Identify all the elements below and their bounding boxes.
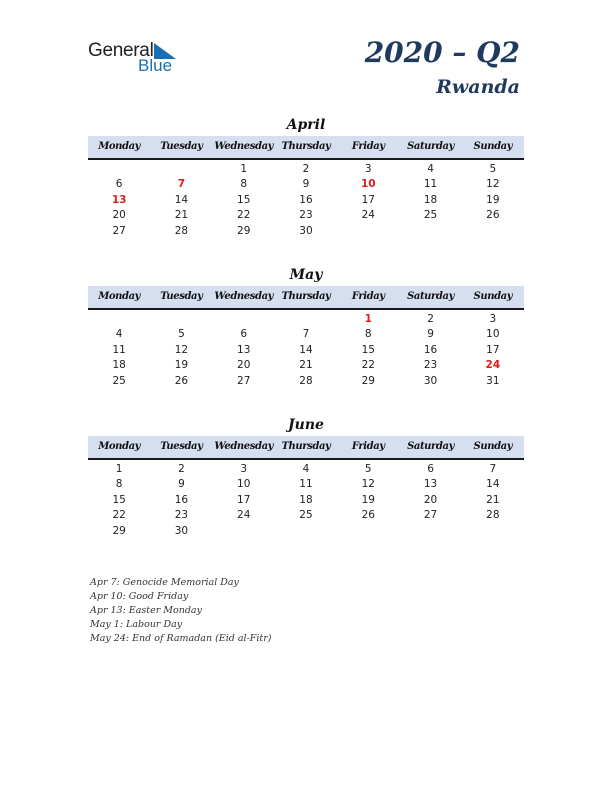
weekday-header: Monday <box>98 291 141 302</box>
day-cell: 8 <box>364 328 372 341</box>
day-cell: 23 <box>174 509 189 522</box>
day-cell: 13 <box>423 478 438 491</box>
empty-day-cell <box>88 312 150 327</box>
day-cell: 5 <box>178 328 185 341</box>
day-cell: 9 <box>302 178 310 191</box>
weekday-header: Tuesday <box>160 141 203 152</box>
empty-day-cell <box>337 224 399 239</box>
day-cell: 9 <box>427 328 434 341</box>
day-cell: 29 <box>361 374 375 387</box>
day-cell: 22 <box>112 509 126 522</box>
day-cell: 8 <box>115 478 123 491</box>
day-cell: 12 <box>486 178 500 191</box>
day-cell: 7 <box>177 178 186 191</box>
empty-day-cell <box>150 312 212 327</box>
day-cell: 25 <box>299 509 313 522</box>
day-cell: 17 <box>237 493 251 506</box>
day-cell: 14 <box>486 478 500 491</box>
day-cell: 29 <box>112 524 126 537</box>
day-cell: 19 <box>361 493 375 506</box>
weekday-header: Friday <box>351 141 385 152</box>
day-cell: 3 <box>364 163 372 175</box>
month-title: June <box>288 417 324 433</box>
day-cell: 19 <box>486 193 500 206</box>
day-cell: 18 <box>423 193 438 206</box>
empty-day-cell <box>399 224 461 239</box>
day-cell: 15 <box>112 493 126 506</box>
weekday-header: Friday <box>351 291 385 302</box>
empty-day-cell <box>150 162 212 177</box>
weekday-header: Wednesday <box>214 141 274 152</box>
day-cell: 30 <box>299 224 313 237</box>
weekday-header: Saturday <box>407 441 455 452</box>
day-cell: 21 <box>299 359 313 372</box>
empty-day-cell <box>275 524 337 539</box>
weekday-header: Tuesday <box>160 291 203 302</box>
day-cell: 2 <box>302 163 310 175</box>
day-cell: 19 <box>174 359 189 372</box>
day-cell: 27 <box>423 509 438 522</box>
weekday-header: Wednesday <box>214 441 274 452</box>
weekday-header: Saturday <box>407 141 455 152</box>
day-cell: 3 <box>489 313 497 325</box>
empty-day-cell <box>399 524 461 539</box>
day-cell: 30 <box>423 374 438 387</box>
weekday-header: Friday <box>351 441 385 452</box>
day-grid <box>88 310 524 389</box>
day-cell: 16 <box>299 193 313 206</box>
day-cell: 25 <box>423 209 438 222</box>
day-cell: 27 <box>237 374 251 387</box>
empty-day-cell <box>337 524 399 539</box>
month-title: April <box>286 117 326 133</box>
day-cell: 7 <box>302 328 310 341</box>
holiday-notes <box>90 576 510 646</box>
day-cell: 26 <box>361 509 375 522</box>
month-calendar-may <box>88 266 524 389</box>
brand-logo <box>88 40 188 76</box>
holiday-note: May 24: End of Ramadan (Eid al-Fitr) <box>90 633 272 644</box>
weekday-header-row <box>88 286 524 310</box>
day-cell: 10 <box>486 328 500 341</box>
day-cell: 17 <box>486 343 500 356</box>
empty-day-cell <box>88 162 150 177</box>
day-cell: 27 <box>112 224 126 237</box>
day-cell: 15 <box>237 193 251 206</box>
weekday-header: Saturday <box>407 291 455 302</box>
day-cell: 13 <box>111 193 127 206</box>
day-cell: 13 <box>237 343 251 356</box>
logo-text-blue: Blue <box>138 56 173 75</box>
day-cell: 1 <box>240 163 248 175</box>
weekday-header: Thursday <box>281 441 331 452</box>
day-cell: 7 <box>489 463 497 475</box>
day-cell: 28 <box>486 509 500 522</box>
day-cell: 11 <box>299 478 313 491</box>
day-grid <box>88 160 524 239</box>
day-cell: 18 <box>112 359 126 372</box>
weekday-header-row <box>88 136 524 160</box>
day-cell: 28 <box>174 224 189 237</box>
weekday-header-row <box>88 436 524 460</box>
day-cell: 4 <box>115 328 123 341</box>
empty-day-cell <box>213 312 275 327</box>
day-cell: 4 <box>427 163 434 175</box>
day-cell: 20 <box>423 493 438 506</box>
weekday-header: Sunday <box>473 141 513 152</box>
weekday-header: Monday <box>98 441 141 452</box>
day-cell: 12 <box>361 478 375 491</box>
holiday-note: May 1: Labour Day <box>90 619 183 630</box>
day-grid <box>88 460 524 539</box>
day-cell: 26 <box>486 209 500 222</box>
day-cell: 6 <box>240 328 248 341</box>
day-cell: 21 <box>174 209 189 222</box>
day-cell: 23 <box>299 209 313 222</box>
day-cell: 22 <box>237 209 251 222</box>
day-cell: 24 <box>485 359 501 372</box>
day-cell: 11 <box>423 178 438 191</box>
day-cell: 14 <box>174 193 189 206</box>
day-cell: 16 <box>174 493 189 506</box>
day-cell: 24 <box>237 509 251 522</box>
day-cell: 22 <box>361 359 375 372</box>
weekday-header: Monday <box>98 141 141 152</box>
day-cell: 18 <box>299 493 313 506</box>
day-cell: 4 <box>302 463 310 475</box>
weekday-header: Tuesday <box>160 441 203 452</box>
weekday-header: Thursday <box>281 291 331 302</box>
day-cell: 9 <box>178 478 185 491</box>
day-cell: 1 <box>364 313 372 325</box>
month-calendar-april <box>88 116 524 239</box>
day-cell: 12 <box>174 343 189 356</box>
document-country: Rwanda <box>436 76 520 98</box>
empty-day-cell <box>213 524 275 539</box>
day-cell: 30 <box>174 524 189 537</box>
weekday-header: Sunday <box>473 441 513 452</box>
weekday-header: Wednesday <box>214 291 274 302</box>
empty-day-cell <box>462 524 524 539</box>
day-cell: 10 <box>360 178 376 191</box>
day-cell: 8 <box>240 178 248 191</box>
holiday-note: Apr 7: Genocide Memorial Day <box>90 577 239 588</box>
day-cell: 14 <box>299 343 313 356</box>
holiday-note: Apr 13: Easter Monday <box>90 605 202 616</box>
day-cell: 6 <box>427 463 434 475</box>
weekday-header: Sunday <box>473 291 513 302</box>
day-cell: 6 <box>115 178 123 191</box>
day-cell: 15 <box>361 343 375 356</box>
day-cell: 31 <box>486 374 500 387</box>
month-calendar-june <box>88 416 524 539</box>
day-cell: 10 <box>237 478 251 491</box>
day-cell: 26 <box>174 374 189 387</box>
month-title: May <box>289 267 323 283</box>
day-cell: 29 <box>237 224 251 237</box>
logo-text-general: General <box>88 40 154 61</box>
empty-day-cell <box>462 224 524 239</box>
day-cell: 20 <box>112 209 126 222</box>
day-cell: 28 <box>299 374 313 387</box>
day-cell: 24 <box>361 209 375 222</box>
day-cell: 2 <box>178 463 185 475</box>
day-cell: 20 <box>237 359 251 372</box>
weekday-header: Thursday <box>281 141 331 152</box>
document-title: 2020 – Q2 <box>364 36 520 69</box>
day-cell: 21 <box>486 493 500 506</box>
day-cell: 16 <box>423 343 438 356</box>
day-cell: 25 <box>112 374 126 387</box>
day-cell: 23 <box>423 359 438 372</box>
day-cell: 5 <box>489 163 497 175</box>
day-cell: 17 <box>361 193 375 206</box>
holiday-note: Apr 10: Good Friday <box>90 591 189 602</box>
day-cell: 5 <box>364 463 372 475</box>
day-cell: 3 <box>240 463 248 475</box>
day-cell: 11 <box>112 343 126 356</box>
day-cell: 2 <box>427 313 434 325</box>
day-cell: 1 <box>115 463 123 475</box>
empty-day-cell <box>275 312 337 327</box>
